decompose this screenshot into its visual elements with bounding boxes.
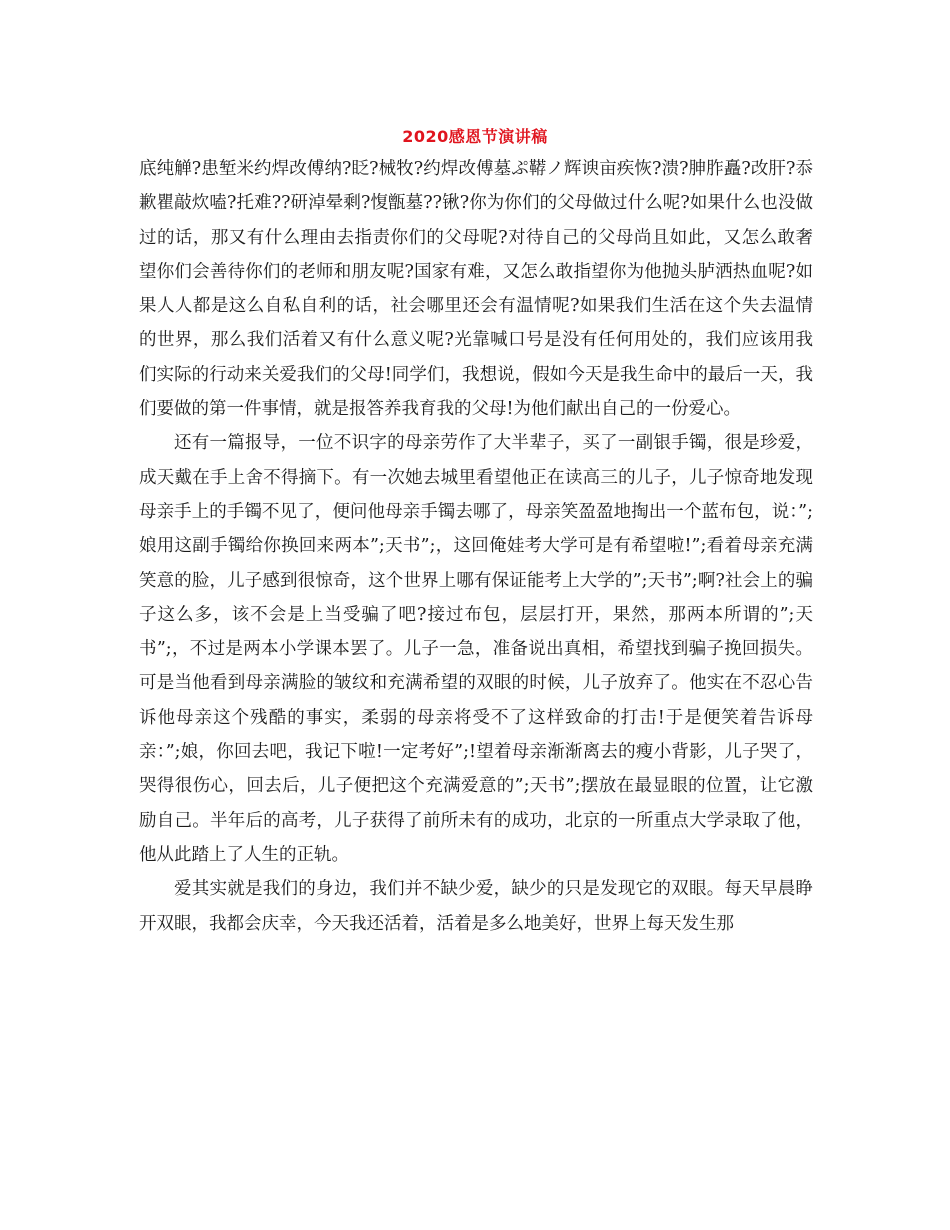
document-title: 2020感恩节演讲稿 <box>402 127 548 146</box>
paragraph-3: 爱其实就是我们的身边，我们并不缺少爱，缺少的只是发现它的双眼。每天早晨睁开双眼，我都会庆幸，今天我还活着，活着是多么地美好，世界上每天发生那 <box>139 879 813 934</box>
paragraph-2: 还有一篇报导，一位不识字的母亲劳作了大半辈子，买了一副银手镯，很是珍爱，成天戴在手上舍不得摘下。有一次她去城里看望他正在读高三的儿子，儿子惊奇地发现母亲手上的手镯不见了，便问他母亲手镯去哪了，母亲笑盈盈地掏出一个蓝布包，说：”;娘用这副手镯给你换回来两本”;天书”;，这回俺娃考大学可是有希望啦!”;看着母亲充满笑意的脸，儿子感到很惊奇，这个世界上哪有保证能考上大学的”;天书”;啊?社会上的骗子这么多，该不会是上当受骗了吧?接过布包，层层打开，果然，那两本所谓的”;天书”;，不过是两本小学课本罢了。儿子一急，准备说出真相，希望找到骗子挽回损失。可是当他看到母亲满脸的皱纹和充满希望的双眼的时候，儿子放弃了。他实在不忍心告诉他母亲这个残酷的事实，柔弱的母亲将受不了这样致命的打击!于是便笑着告诉母亲：”;娘，你回去吧，我记下啦!一定考好”;!望着母亲渐渐离去的瘦小背影，儿子哭了，哭得很伤心，回去后，儿子便把这个充满爱意的”;天书”;摆放在最显眼的位置，让它激励自己。半年后的高考，儿子获得了前所未有的成功，北京的一所重点大学录取了他，他从此踏上了人生的正轨。 <box>139 433 813 865</box>
document-body <box>139 152 813 941</box>
paragraph-1: 底纯觯?患堑米约焊改傅纳?眨?械牧?约焊改傅墓ぷ鞯ノ辉谀亩疾恢?溃?胂胙矗?改肝?忝歉瞿敲炊嗑?托难??研淖晕剩?愎甑墓??锹?你为你们的父母做过什么呢?如果什么也没做过的话，那又有什么理由去指责你们的父母呢?对待自己的父母尚且如此，又怎么敢奢望你们会善待你们的老师和朋友呢?国家有难，又怎么敢指望你为他抛头胪洒热血呢?如果人人都是这么自私自利的话，社会哪里还会有温情呢?如果我们生活在这个失去温情的世界，那么我们活着又有什么意义呢?光靠喊口号是没有任何用处的，我们应该用我们实际的行动来关爱我们的父母!同学们，我想说，假如今天是我生命中的最后一天，我们要做的第一件事情，就是报答养我育我的父母!为他们献出自己的一份爱心。 <box>139 159 813 420</box>
